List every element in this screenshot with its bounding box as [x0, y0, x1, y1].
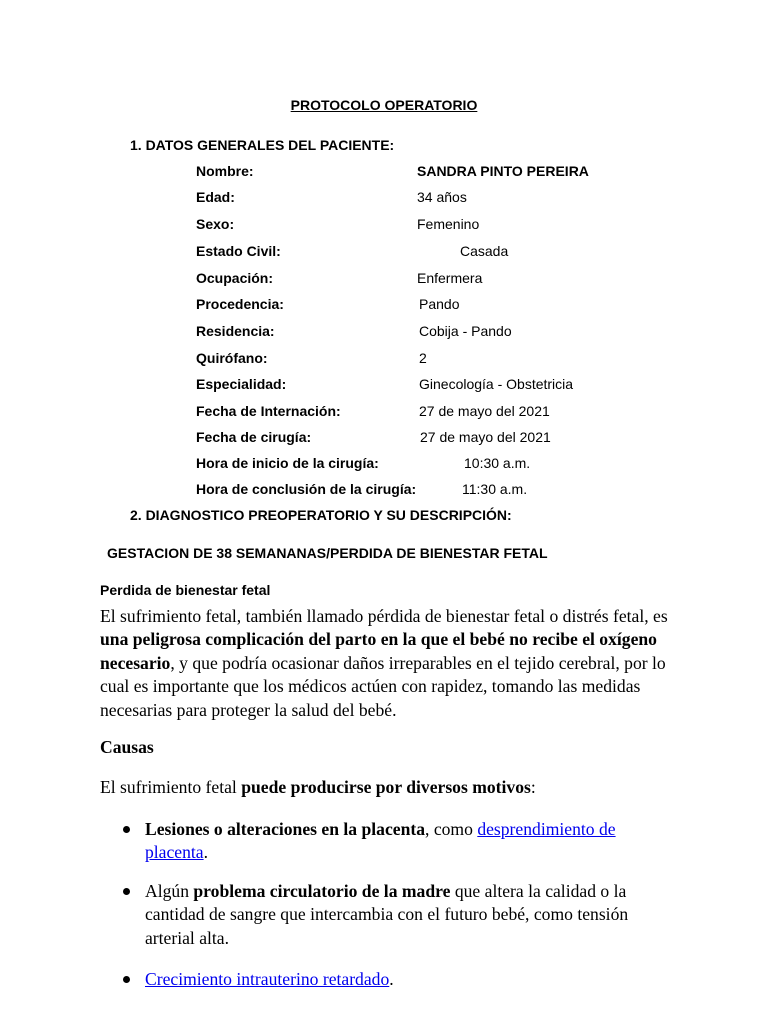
paragraph-emphasis: puede producirse por diversos motivos: [241, 777, 531, 797]
diagnosis-text: GESTACION DE 38 SEMANANAS/PERDIDA DE BIENESTAR FETAL: [107, 545, 548, 561]
list-item-text: .: [389, 969, 394, 989]
link-desprendimiento-placenta[interactable]: desprendimiento de placenta: [145, 819, 616, 863]
field-label-age: Edad:: [196, 189, 235, 205]
bullet-icon: [123, 976, 130, 983]
field-value-surgery-date: 27 de mayo del 2021: [420, 429, 551, 445]
list-item-text: , como: [425, 819, 478, 839]
paragraph-causes-intro: [100, 776, 670, 799]
field-value-sex: Femenino: [417, 216, 480, 232]
link-crecimiento-intrauterino[interactable]: Crecimiento intrauterino retardado: [145, 969, 390, 989]
field-value-surgery-end: 11:30 a.m.: [462, 481, 528, 497]
field-label-surgery-date: Fecha de cirugía:: [196, 429, 312, 445]
list-item-text: .: [203, 842, 209, 863]
field-label-name: Nombre:: [196, 163, 254, 179]
field-label-surgery-start: Hora de inicio de la cirugía:: [196, 455, 379, 471]
field-value-admission-date: 27 de mayo del 2021: [419, 403, 550, 419]
paragraph-text: :: [530, 777, 536, 797]
list-item: [145, 818, 670, 865]
field-value-civil-status: Casada: [460, 243, 509, 259]
field-value-occupation: Enfermera: [417, 270, 483, 286]
document-title: PROTOCOLO OPERATORIO: [290, 97, 478, 113]
field-label-civil-status: Estado Civil:: [196, 243, 281, 259]
list-item-text: que altera la calidad o la cantidad de sangre que intercambia con el futuro bebé, como tensión arterial alta.: [145, 881, 629, 948]
field-value-name: SANDRA PINTO PEREIRA: [417, 163, 589, 179]
paragraph-emphasis: una peligrosa complicación del parto en la que el bebé no recibe el oxígeno necesario: [100, 629, 657, 673]
causes-heading: Causas: [100, 737, 154, 757]
field-value-origin: Pando: [419, 296, 460, 312]
subheading-fetal-distress: Perdida de bienestar fetal: [100, 582, 271, 598]
field-label-specialty: Especialidad:: [196, 376, 287, 392]
bullet-icon: [123, 888, 130, 895]
field-label-surgery-end: Hora de conclusión de la cirugía:: [196, 481, 417, 497]
list-item-emphasis: problema circulatorio de la madre: [193, 881, 451, 901]
field-label-sex: Sexo:: [196, 216, 235, 232]
bullet-icon: [123, 826, 130, 833]
field-label-operating-room: Quirófano:: [196, 350, 268, 366]
field-label-origin: Procedencia:: [196, 296, 284, 312]
field-value-specialty: Ginecología - Obstetricia: [419, 376, 574, 392]
field-label-admission-date: Fecha de Internación:: [196, 403, 341, 419]
paragraph-text: El sufrimiento fetal, también llamado pérdida de bienestar fetal o distrés fetal, es: [100, 606, 668, 626]
paragraph-text: , y que podría ocasionar daños irreparables en el tejido cerebral, por lo cual es importante que los médicos actúen con rapidez, tomando las medidas necesarias para proteger la salud del bebé.: [100, 652, 666, 720]
list-item-text: Algún: [145, 881, 194, 901]
field-label-occupation: Ocupación:: [196, 270, 274, 286]
list-item-emphasis: Lesiones o alteraciones en la placenta: [145, 819, 426, 839]
field-value-operating-room: 2: [419, 350, 427, 366]
section-heading-diagnosis: 2. DIAGNOSTICO PREOPERATORIO Y SU DESCRIPCIÓN:: [130, 507, 512, 523]
field-label-residence: Residencia:: [196, 323, 275, 339]
paragraph-fetal-distress: [100, 605, 670, 722]
field-value-residence: Cobija - Pando: [419, 323, 512, 339]
field-value-age: 34 años: [417, 189, 467, 205]
list-item: [145, 968, 670, 991]
field-value-surgery-start: 10:30 a.m.: [464, 455, 531, 471]
section-heading-patient-data: 1. DATOS GENERALES DEL PACIENTE:: [130, 137, 395, 153]
paragraph-text: El sufrimiento fetal: [100, 777, 242, 797]
list-item: [145, 880, 670, 950]
